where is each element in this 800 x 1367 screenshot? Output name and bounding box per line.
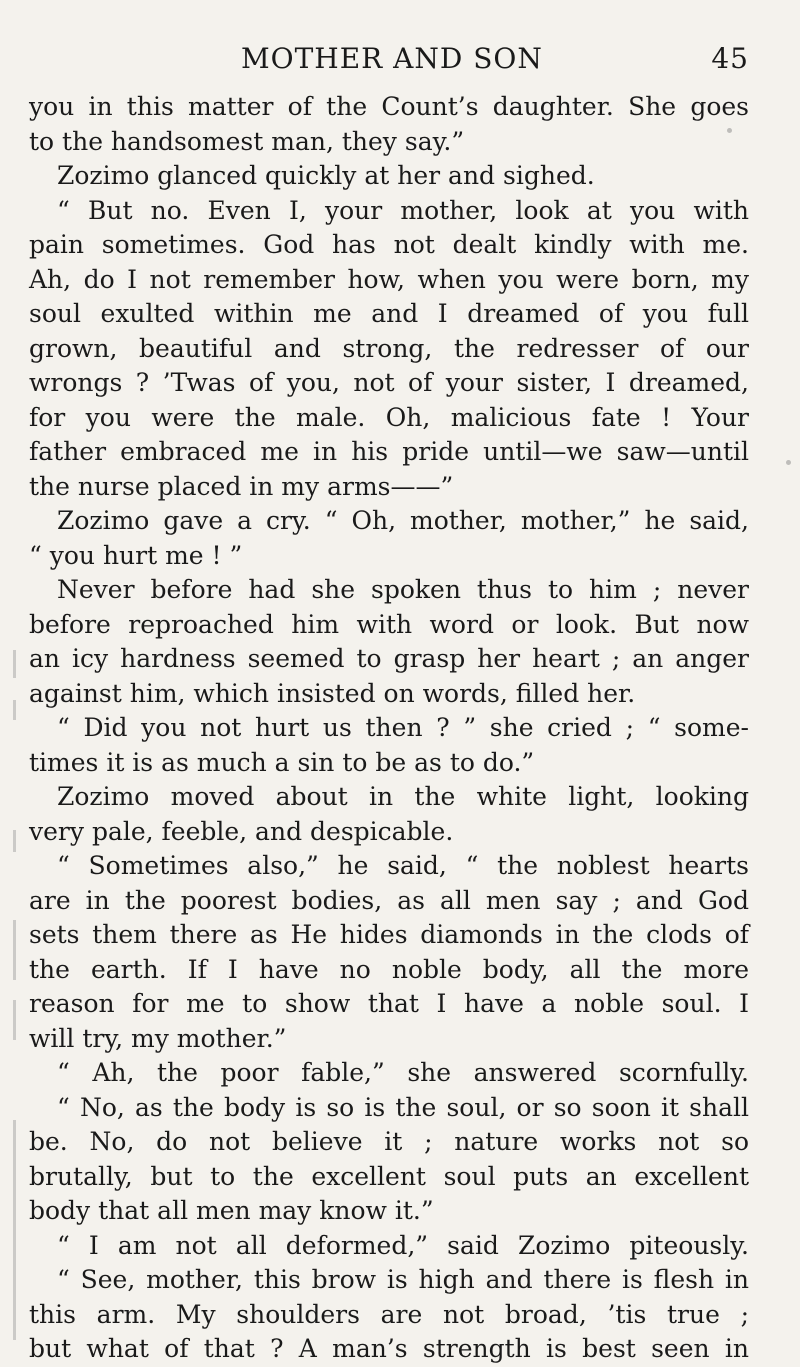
text-line: the nurse placed in my arms——” [29,471,454,501]
text-line: pain sometimes. God has not dealt kindly with me. [29,230,749,259]
gutter-shadow [13,650,16,678]
text-line: the earth. If I have no noble body, all the more [29,954,749,984]
text-line: “ Sometimes also,” he said, “ the noblest hearts [57,851,749,880]
text-line: will try, my mother.” [29,1023,287,1053]
text-line: Zozimo glanced quickly at her and sighed. [57,161,595,190]
text-line: for you were the male. Oh, malicious fate ! Your [29,402,749,432]
text-line: “ But no. Even I, your mother, look at you with [57,195,749,225]
text-line: Ah, do I not remember how, when you were born, my [29,264,749,294]
gutter-shadow [13,920,16,980]
text-line: “ Ah, the poor fable,” she answered scornfully. [57,1058,749,1087]
running-head [241,42,761,82]
text-line: are in the poorest bodies, as all men say ; and God [29,885,749,915]
text-line: to the handsomest man, they say.” [29,126,465,156]
text-line: father embraced me in his pride until—we saw—until [29,437,749,466]
text-line: “ No, as the body is so is the soul, or so soon it shall [57,1092,749,1122]
text-line: Zozimo moved about in the white light, looking [57,782,749,811]
text-line: sets them there as He hides diamonds in the clods of [29,920,749,949]
running-title: MOTHER AND SON [241,42,543,75]
text-line: soul exulted within me and I dreamed of you full [29,299,749,328]
page-number: 45 [711,42,749,75]
text-line: “ Did you not hurt us then ? ” she cried ; “ some- [57,713,749,742]
text-line: this arm. My shoulders are not broad, ’tis true ; [29,1299,749,1329]
text-line: but what of that ? A man’s strength is best seen in [29,1334,749,1363]
gutter-shadow [13,700,16,720]
gutter-shadow [13,1000,16,1040]
scan-speck [786,460,791,465]
gutter-shadow [13,830,16,852]
text-line: before reproached him with word or look. But now [29,609,749,639]
scan-speck [727,128,732,133]
text-line: very pale, feeble, and despicable. [29,816,454,846]
text-line: brutally, but to the excellent soul puts an excellent [29,1161,749,1191]
text-line: “ See, mother, this brow is high and there is flesh in [57,1265,749,1294]
text-line: against him, which insisted on words, filled her. [29,678,636,708]
text-line: Zozimo gave a cry. “ Oh, mother, mother,” he said, [57,506,749,535]
text-line: an icy hardness seemed to grasp her heart ; an anger [29,644,749,673]
text-line: wrongs ? ’Twas of you, not of your sister, I dreamed, [29,368,749,397]
text-line: body that all men may know it.” [29,1196,434,1225]
text-line: be. No, do not believe it ; nature works not so [29,1127,749,1156]
text-line: grown, beautiful and strong, the redresser of our [29,333,749,363]
text-line: times it is as much a sin to be as to do.” [29,747,535,777]
text-line: reason for me to show that I have a noble soul. I [29,989,749,1018]
text-line: you in this matter of the Count’s daughter. She goes [29,92,749,121]
gutter-shadow [13,1120,16,1340]
text-line: “ you hurt me ! ” [29,540,243,570]
text-line: “ I am not all deformed,” said Zozimo piteously. [57,1230,749,1260]
body-text [29,90,749,1367]
text-line: Never before had she spoken thus to him ; never [57,575,749,604]
